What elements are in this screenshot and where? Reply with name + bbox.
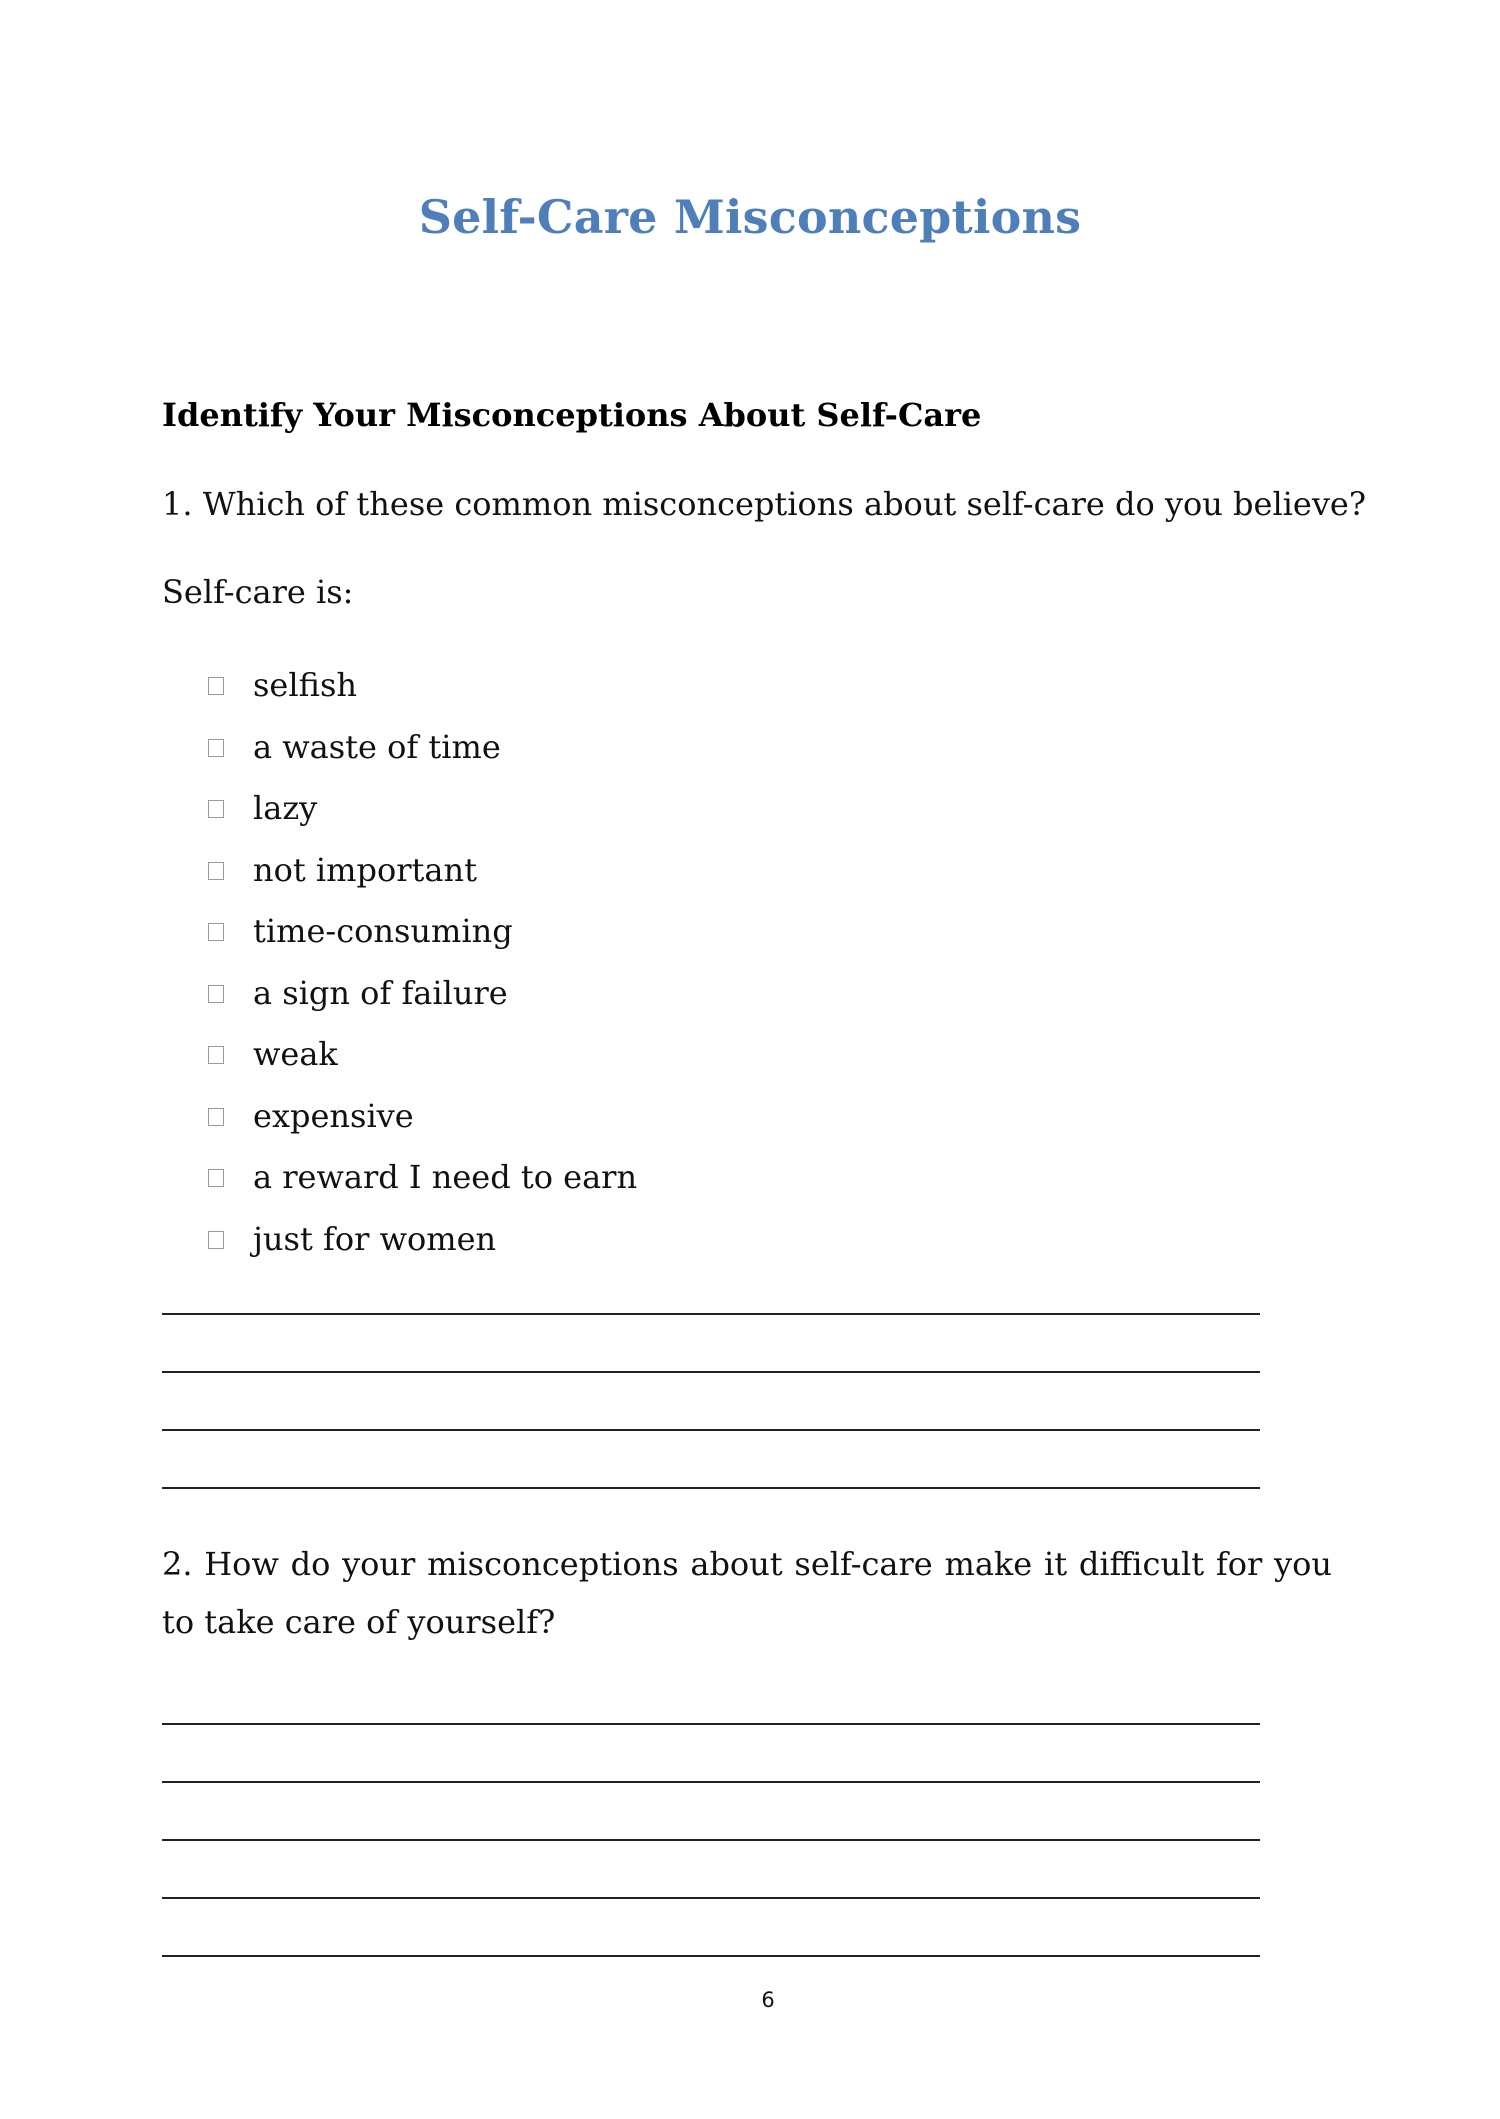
option-label: lazy [253, 789, 318, 827]
checkbox-time-consuming[interactable] [208, 923, 224, 941]
answer-line-q1[interactable] [162, 1429, 1260, 1431]
section-heading: Identify Your Misconceptions About Self-Care [162, 396, 982, 434]
answer-line-q1[interactable] [162, 1313, 1260, 1315]
answer-line-q2[interactable] [162, 1781, 1260, 1783]
option-item-not-important [208, 850, 637, 912]
answer-line-q2[interactable] [162, 1955, 1260, 1957]
option-label: selfish [253, 666, 357, 704]
answer-line-q2[interactable] [162, 1839, 1260, 1841]
answer-line-q2[interactable] [162, 1723, 1260, 1725]
checkbox-selfish[interactable] [208, 677, 224, 695]
option-label: a sign of failure [253, 973, 508, 1012]
option-label: not important [253, 850, 477, 889]
option-item-waste-of-time [208, 727, 637, 789]
option-item-reward-to-earn [208, 1157, 637, 1219]
option-item-expensive [208, 1096, 637, 1158]
option-label: a waste of time [253, 727, 501, 766]
misconception-options [208, 665, 637, 1280]
checkbox-sign-of-failure[interactable] [208, 985, 224, 1003]
checkbox-reward-to-earn[interactable] [208, 1169, 224, 1187]
page-number: 6 [761, 1988, 775, 2012]
checkbox-waste-of-time[interactable] [208, 739, 224, 757]
answer-line-q2[interactable] [162, 1897, 1260, 1899]
option-item-lazy [208, 788, 637, 850]
checkbox-weak[interactable] [208, 1046, 224, 1064]
answer-line-q1[interactable] [162, 1487, 1260, 1489]
checkbox-just-for-women[interactable] [208, 1231, 224, 1249]
option-label: just for women [253, 1219, 497, 1258]
question-1-prompt: Self-care is: [162, 573, 354, 611]
checkbox-lazy[interactable] [208, 800, 224, 818]
option-label: a reward I need to earn [253, 1158, 638, 1196]
option-item-weak [208, 1034, 637, 1096]
answer-line-q1[interactable] [162, 1371, 1260, 1373]
checkbox-not-important[interactable] [208, 862, 224, 880]
checkbox-expensive[interactable] [208, 1108, 224, 1126]
option-item-sign-of-failure [208, 973, 637, 1035]
page-title: Self-Care Misconceptions [418, 190, 1082, 244]
option-label: expensive [253, 1096, 414, 1135]
option-item-just-for-women [208, 1219, 637, 1281]
option-label: time-consuming [253, 912, 513, 950]
option-item-selfish [208, 665, 637, 727]
question-2-text: 2. How do your misconceptions about self-care make it difficult for you to take care of yourself? [162, 1545, 1332, 1641]
option-item-time-consuming [208, 911, 637, 973]
question-1-text: 1. Which of these common misconceptions about self-care do you believe? [162, 485, 1367, 523]
option-label: weak [253, 1035, 338, 1073]
